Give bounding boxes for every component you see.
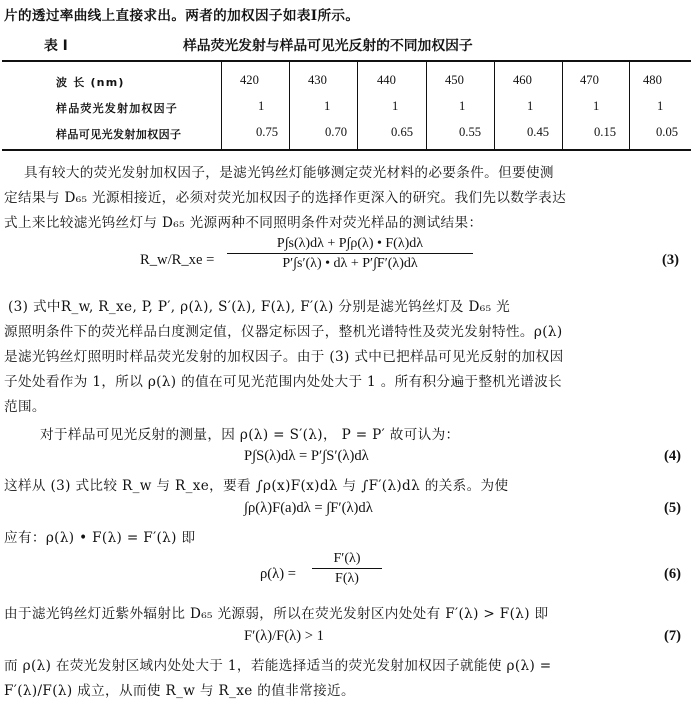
- paragraph-line: 应有：ρ(λ) • F(λ) = F′(λ) 即: [4, 530, 196, 546]
- fraction-bar: [227, 253, 473, 254]
- intro-line: 片的透过率曲线上直接求出。两者的加权因子如表Ⅰ所示。: [4, 8, 360, 24]
- table-column-divider: [289, 61, 290, 150]
- table-cell: 480: [643, 73, 662, 87]
- table-column-divider: [494, 61, 495, 150]
- table-bottom-rule: [2, 149, 691, 151]
- paragraph-line: 是滤光钨丝灯照明时样品荧光发射的加权因子。由于 (3) 式中已把样品可见光反射的加权因: [4, 349, 564, 365]
- eq4-number: (4): [664, 448, 682, 464]
- eq6-fraction: [312, 551, 382, 587]
- table-cell: 0.70: [325, 125, 348, 139]
- table-column-divider: [562, 61, 563, 150]
- paragraph-line: 子处处看作为 1，所以 ρ(λ) 的值在可见光范围内处处大于 1 。所有积分遍于整机光谱波长: [4, 374, 562, 390]
- eq3-number: (3): [662, 252, 680, 268]
- table-cell: 0.15: [594, 125, 617, 139]
- table-column-divider: [629, 61, 630, 150]
- eq3-numerator: P∫s(λ)dλ + P∫ρ(λ) • F(λ)dλ: [276, 236, 424, 251]
- paragraph-line: F′(λ)/F(λ) 成立，从而使 R_w 与 R_xe 的值非常接近。: [4, 683, 355, 699]
- eq7-expression: F′(λ)/F(λ) > 1: [244, 628, 324, 644]
- eq6-lhs: ρ(λ) =: [260, 566, 296, 582]
- eq3-fraction: [227, 236, 473, 272]
- table-top-rule: [2, 60, 691, 62]
- eq3-denominator: P′∫s′(λ) • dλ + P′∫F′(λ)dλ: [282, 256, 418, 271]
- eq5-expression: ∫ρ(λ)F(a)dλ = ∫F′(λ)dλ: [244, 500, 373, 516]
- table-column-divider: [426, 61, 427, 150]
- paragraph-line: 源照明条件下的荧光样品白度测定值，仪器定标因子，整机光谱特性及荧光发射特性。ρ(λ): [4, 324, 563, 340]
- eq4-expression: P∫S(λ)dλ = P′∫S′(λ)dλ: [244, 448, 369, 464]
- table-cell: 460: [513, 73, 532, 87]
- table-cell: 1: [657, 99, 664, 113]
- fraction-bar: [312, 568, 382, 569]
- table-row-header: 样品可见光发射加权因子: [56, 128, 182, 141]
- table-cell: 1: [593, 99, 600, 113]
- eq6-numerator: F′(λ): [333, 551, 361, 566]
- paragraph-line: 式上来比较滤光钨丝灯与 D₆₅ 光源两种不同照明条件对荧光样品的测试结果：: [4, 215, 483, 231]
- table-cell: 0.55: [459, 125, 482, 139]
- table-cell: 0.65: [391, 125, 414, 139]
- paragraph-line: 这样从 (3) 式比较 R_w 与 R_xe，要看 ∫ρ(x)F(x)dλ 与 ∫F′(λ)dλ 的关系。为使: [4, 478, 509, 494]
- table-cell: 0.05: [656, 125, 679, 139]
- table-cell: 1: [527, 99, 534, 113]
- table-cell: 420: [240, 73, 259, 87]
- table-cell: 440: [377, 73, 396, 87]
- table-title: 样品荧光发射与样品可见光反射的不同加权因子: [183, 38, 473, 54]
- paragraph-line: (3) 式中R_w, R_xe, P, P′, ρ(λ), S′(λ), F(λ), F′(λ) 分别是滤光钨丝灯及 D₆₅ 光: [8, 299, 511, 315]
- table-column-divider: [221, 61, 222, 150]
- paragraph-line: 对于样品可见光反射的测量，因 ρ(λ) = S′(λ)， P = P′ 故可认为：: [40, 427, 460, 443]
- table-cell: 0.75: [256, 125, 279, 139]
- paragraph-line: 具有较大的荧光发射加权因子，是滤光钨丝灯能够测定荧光材料的必要条件。但要使测: [24, 165, 554, 181]
- eq6-denominator: F(λ): [335, 571, 359, 586]
- paragraph-line: 而 ρ(λ) 在荧光发射区域内处处大于 1，若能选择适当的荧光发射加权因子就能使 ρ(λ) =: [4, 658, 552, 674]
- table-column-divider: [357, 61, 358, 150]
- eq3-lhs: R_w/R_xe =: [140, 252, 215, 268]
- eq6-number: (6): [664, 566, 682, 582]
- table-cell: 1: [392, 99, 399, 113]
- eq7-number: (7): [664, 628, 682, 644]
- table-cell: 1: [324, 99, 331, 113]
- paragraph-line: 由于滤光钨丝灯近紫外辐射比 D₆₅ 光源弱，所以在荧光发射区内处处有 F′(λ) > F(λ) 即: [4, 606, 549, 622]
- table-cell: 0.45: [527, 125, 550, 139]
- table-cell: 430: [308, 73, 327, 87]
- table-cell: 470: [580, 73, 599, 87]
- table-label: 表 Ⅰ: [44, 38, 68, 54]
- table-row-header: 样品荧光发射加权因子: [56, 102, 178, 115]
- table-cell: 1: [459, 99, 466, 113]
- paragraph-line: 范围。: [4, 399, 46, 415]
- paragraph-line: 定结果与 D₆₅ 光源相接近，必须对荧光加权因子的选择作更深入的研究。我们先以数学表达: [4, 190, 567, 206]
- table-row-header: 波 长 (nm): [56, 76, 125, 89]
- table-cell: 1: [258, 99, 265, 113]
- eq5-number: (5): [664, 500, 682, 516]
- table-cell: 450: [445, 73, 464, 87]
